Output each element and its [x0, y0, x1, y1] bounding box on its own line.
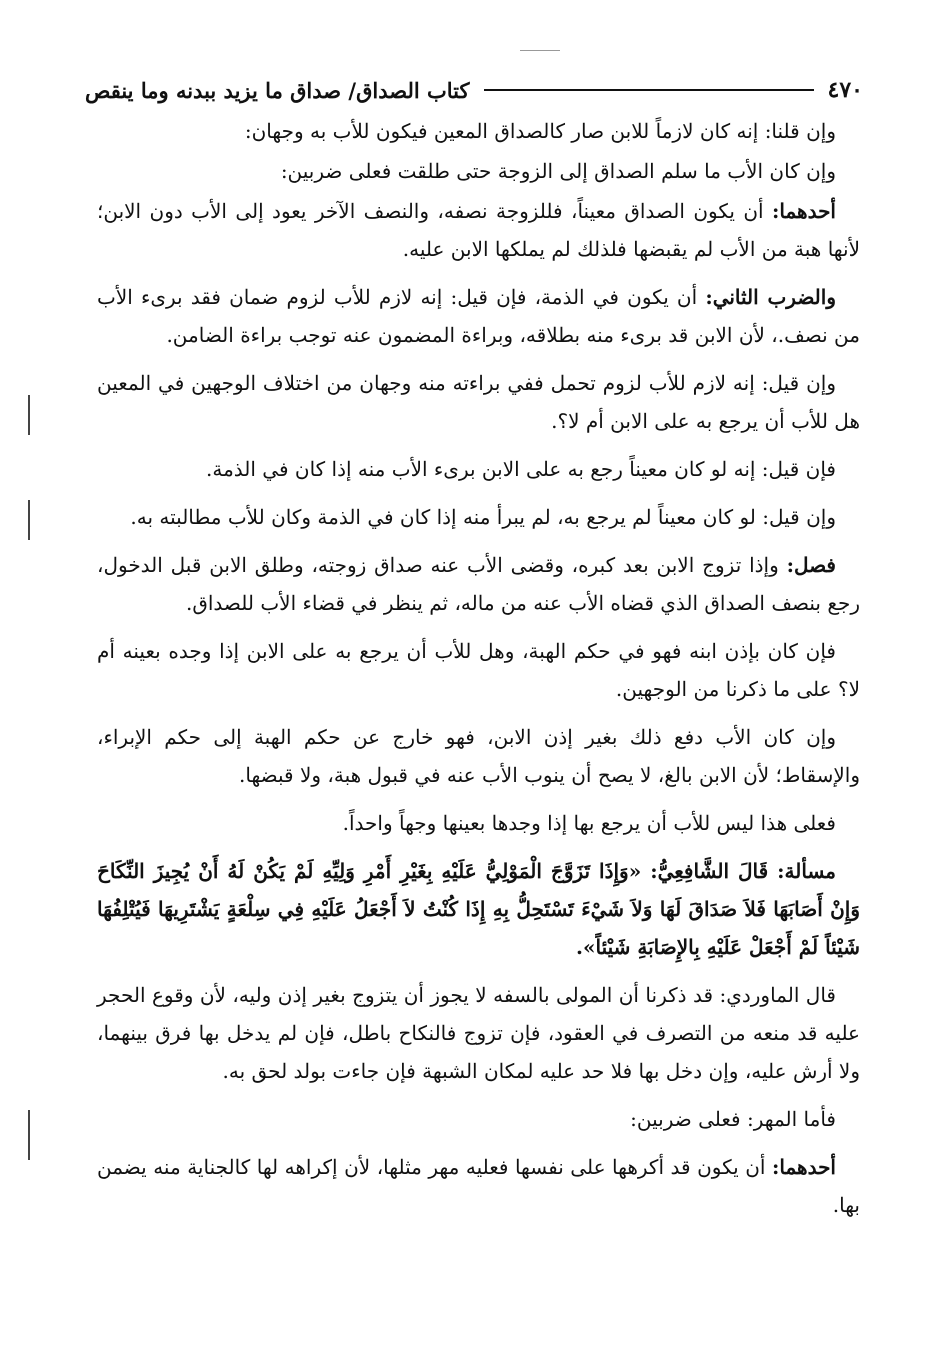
margin-bar [28, 1110, 30, 1160]
page-header [85, 74, 863, 106]
paragraph: فعلى هذا ليس للأب أن يرجع بها إذا وجدها بعينها وجهاً واحداً. [342, 811, 836, 835]
paragraph [97, 852, 860, 966]
paragraph-lead: أحدهما: [771, 1155, 836, 1179]
paragraph: أحدهما: أن يكون الصداق معيناً، فللزوجة نصفه، والنصف الآخر يعود إلى الأب دون الابن؛ لأنها هبة من الأب لم يقبضها فلذلك لم يملكها الابن عليه. [97, 199, 860, 261]
margin-bar [28, 395, 30, 435]
paragraph: فأما المهر: فعلى ضربين: [630, 1107, 836, 1131]
margin-bar [28, 500, 30, 540]
paragraph-lead: والضرب الثاني: [705, 285, 836, 309]
header-rule [484, 89, 814, 91]
paragraph: وإن قيل: لو كان معيناً لم يرجع به، لم يبرأ منه إذا كان في الذمة وكان للأب مطالبته به. [130, 505, 836, 529]
paragraph: فإن كان بإذن ابنه فهو في حكم الهبة، وهل للأب أن يرجع به على الابن إذا وجده بعينه أم لا؟ على ما ذكرنا من الوجهين. [97, 639, 860, 701]
paragraph: وإن كان الأب ما سلم الصداق إلى الزوجة حتى طلقت فعلى ضربين: [280, 159, 836, 183]
paragraph: أحدهما: أن يكون قد أكرهها على نفسها فعليه مهر مثلها، لأن إكراهه لها كالجناية منه يضمن بها. [97, 1155, 860, 1217]
paragraph: وإن قلنا: إنه كان لازماً للابن صار كالصداق المعين فيكون للأب به وجهان: [244, 119, 836, 143]
paragraph: فإن قيل: إنه لو كان معيناً رجع به على الابن برىء الأب منه إذا كان في الذمة. [206, 457, 836, 481]
paragraph: والضرب الثاني: أن يكون في الذمة، فإن قيل: إنه لازم للأب لزوم ضمان فقد برىء الأب من نصف.، لأن الابن قد برىء منه بطلاقه، وبراءة المضمون عنه توجب براءة الضامن. [97, 285, 860, 347]
paragraph-lead: أحدهما: [771, 199, 836, 223]
page-body [97, 112, 860, 1234]
paragraph: قال الماوردي: قد ذكرنا أن المولى بالسفه لا يجوز أن يتزوج بغير إذن وليه، لأن وقوع الحجر عليه قد منعه من التصرف في العقود، فإن تزوج فالنكاح باطل، فإن لم يدخل بها فرق بينهما، ولا أرش عليه، وإن دخل بها فلا حد عليه لمكان الشبهة فإن جاءت بولد لحق به. [97, 983, 860, 1083]
running-title: كتاب الصداق/ صداق ما يزيد ببدنه وما ينقص [85, 77, 470, 103]
section-heading: مسألة: قَالَ الشَّافِعِيُّ: [650, 859, 836, 883]
paragraph: وإن كان الأب دفع ذلك بغير إذن الابن، فهو خارج عن حكم الهبة إلى حكم الإبراء، والإسقاط؛ لأن الابن بالغ، لا يصح أن ينوب الأب عنه في قبول هبة، ولا قبضها. [97, 725, 860, 787]
page-number: ٤٧٠ [827, 77, 863, 103]
section-heading: فصل: [786, 553, 836, 577]
paragraph: وإن قيل: إنه لازم للأب لزوم تحمل ففي براءته منه وجهان من اختلاف الوجهين في المعين هل للأب أن يرجع به على الابن أم لا؟. [97, 371, 860, 433]
paragraph: فصل: وإذا تزوج الابن بعد كبره، وقضى الأب عنه صداق زوجته، وطلق الابن قبل الدخول، رجع بنصف الصداق الذي قضاه الأب عنه من ماله، ثم ينظر في قضاء الأب للصداق. [97, 553, 860, 615]
quoted-text: «وَإِذَا تَزَوَّجَ الْمَوْلِيُّ عَلَيْهِ بِغَيْرِ أَمْرِ وَلِيِّهِ لَمْ يَكُنْ لَهُ أَنْ يُجِيزَ النِّكَاحَ وَإِنْ أَصَابَهَا فَلاَ صَدَاقَ لَهَا وَلاَ شَيْءَ تَسْتَحِلُّ بِهِ إِذَا كُنْتُ لاَ أَجْعَلُ عَلَيْهِ فِي سِلْعَةٍ يَشْتَرِيهَا فَيُتْلِفُهَا شَيْئاً لَمْ أَجْعَلْ عَلَيْهِ بِالإِصَابَةِ شَيْئاً». [97, 859, 860, 959]
top-mark [520, 50, 560, 51]
